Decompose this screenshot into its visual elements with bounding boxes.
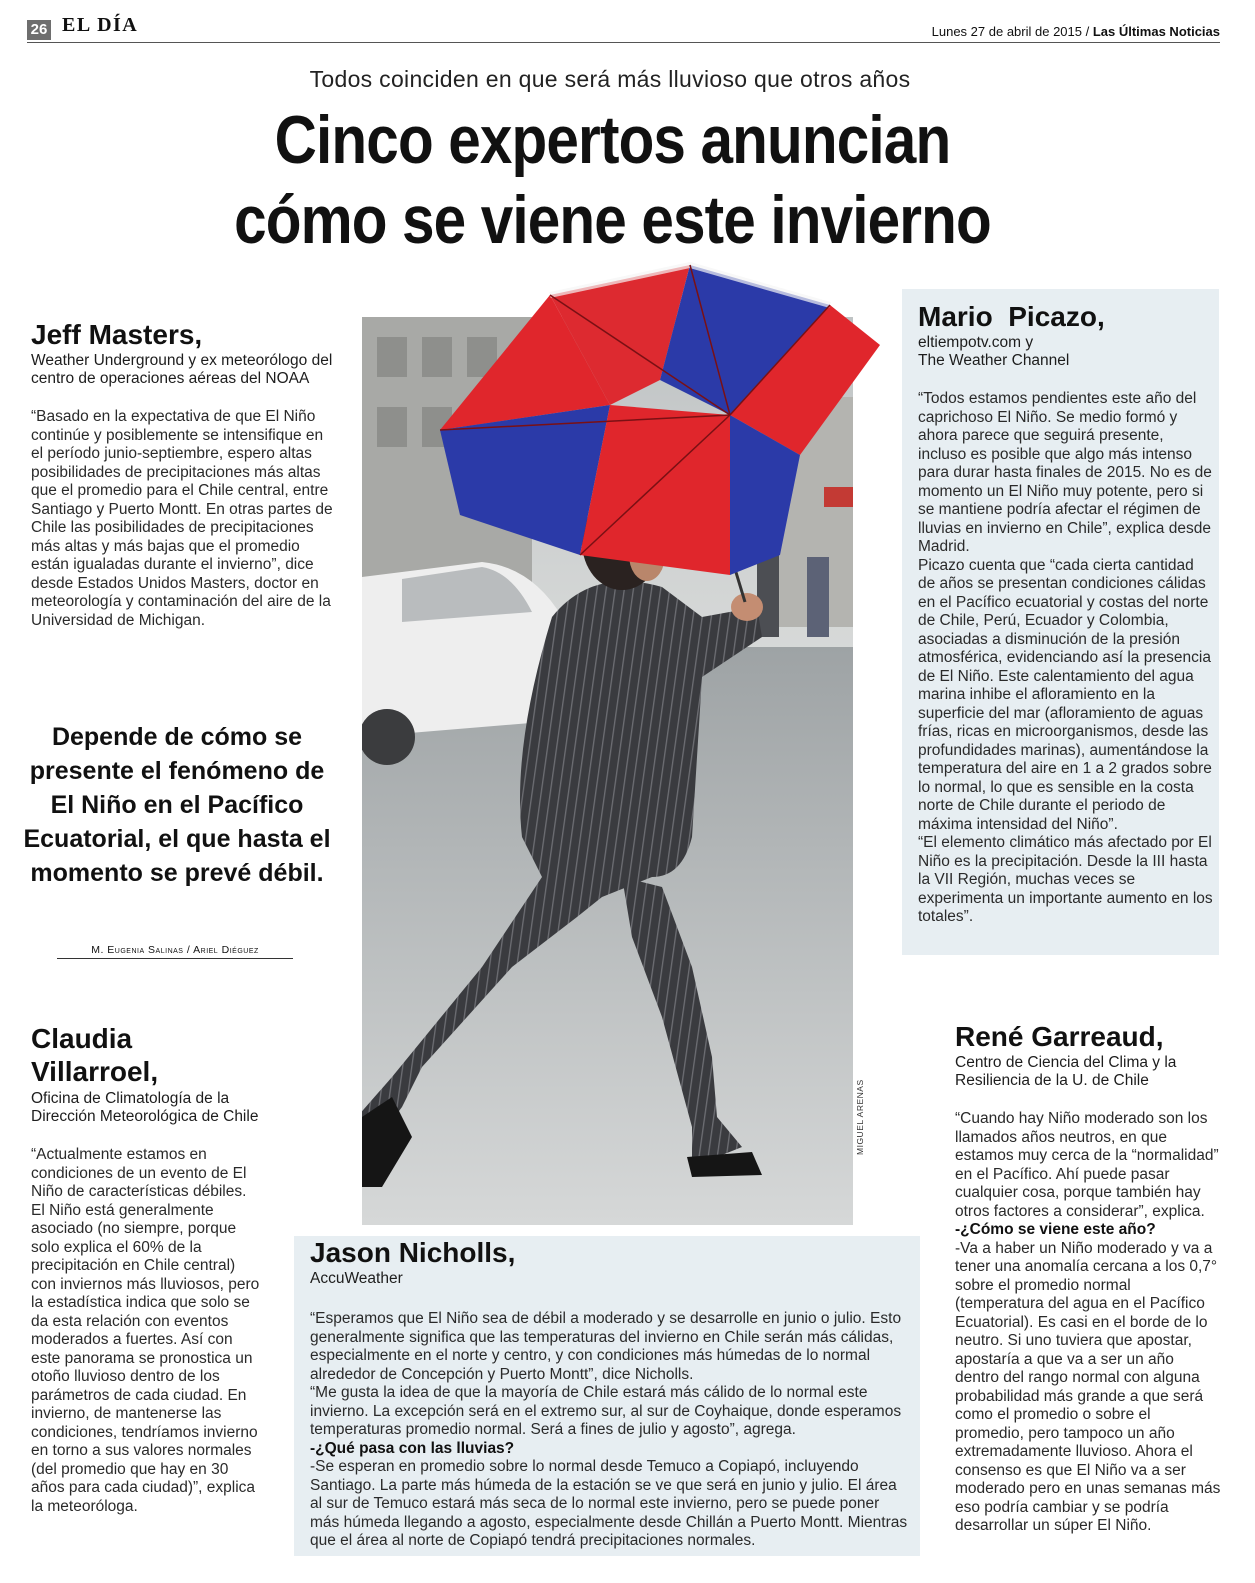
expert-quote: “Actualmente estamos en condiciones de un evento de El Niño de características débiles. El Niño está generalmente asociado (no siempre, porque solo explica el 60% de la precipitación en Chile central) con inviernos más lluviosos, pero la estadística indica que solo se da esta relación con eventos moderados a fuertes. Así con este panorama se pronostica un otoño lluvioso dentro de los parámetros de cada ciudad. En invierno, de mantenerse las condiciones, tendríamos invierno en torno a sus valores normales (del promedio que hay en 30 años para cada ciudad)”, explica la meteoróloga. xyxy=(31,1146,260,1515)
affiliation-line-2: The Weather Channel xyxy=(918,352,1070,369)
header-rule xyxy=(27,42,1220,43)
expert-name: Mario Picazo, xyxy=(918,301,1105,332)
expert-garreaud xyxy=(955,1022,1221,1536)
section-name: EL DÍA xyxy=(62,14,139,36)
photo-credit: MIGUEL ARENAS xyxy=(855,1079,865,1155)
expert-quote xyxy=(310,1310,910,1551)
paragraph: -Va a haber un Niño moderado y va a tener una anomalía cercana a los 0,7° sobre el promedio normal (temperatura del agua en el Pacífico Ecuatorial). Es casi en el borde de lo neutro. Si uno tuviera que apostar, apostaría a que va a ser un año dentro del rango normal con alguna probabilidad más grande a que será como el promedio o sobre el promedio, pero tampoco un año extremadamente lluvioso. Ahora el consenso es que El Niño va a ser moderado pero en unas semanas más eso podría cambiar y se podría desarrollar un súper El Niño. xyxy=(955,1239,1221,1534)
paragraph: “Todos estamos pendientes este año del caprichoso El Niño. Se medio formó y ahora parece que seguirá presente, incluso es posible que algo más intenso para durar hasta finales de 2015. No es de momento un El Niño muy potente, pero si se mantiene podría afectar el régimen de lluvias en invierno en Chile”, explica desde Madrid. xyxy=(918,390,1212,555)
paragraph: -Se esperan en promedio sobre lo normal desde Temuco a Copiapó, incluyendo Santiago. La parte más húmeda de la estación se ve que será en junio y julio. El área al sur de Temuco estará más seca de lo normal este invierno, pero se puede poner más húmeda llegando a agosto, especialmente desde Chillán a Puerto Montt. Mientras que el área al norte de Copiapó tendrá precipitaciones normales. xyxy=(310,1458,908,1549)
expert-name-line-1: Claudia xyxy=(31,1023,133,1054)
pull-quote: Depende de cómo se presente el fenómeno de El Niño en el Pacífico Ecuatorial, el que hasta el momento se prevé débil. xyxy=(23,723,331,887)
affiliation-line-1: eltiempotv.com y xyxy=(918,334,1034,351)
expert-affiliation: Weather Underground y ex meteorólogo del centro de operaciones aéreas del NOAA xyxy=(31,352,333,387)
paragraph: “Me gusta la idea de que la mayoría de Chile estará más cálido de lo normal este invierno. La excepción será en el extremo sur, al sur de Coyhaique, donde esperamos temperaturas promedio normal. Será a fines de julio y agosto”, agrega. xyxy=(310,1384,902,1438)
umbrella-illustration xyxy=(400,255,890,615)
paragraph: “El elemento climático más afectado por El Niño es la precipitación. Desde la III hasta la VII Región, muchas veces se experimenta un importante aumento en los totales”. xyxy=(918,834,1213,925)
expert-affiliation xyxy=(918,334,1213,370)
headline-line-1: Cinco expertos anuncian xyxy=(274,102,951,178)
paragraph: “Esperamos que El Niño sea de débil a moderado y se desarrolle en junio o julio. Esto generalmente significa que las temperaturas del invierno en Chile serán más cálidas, especialmente en el norte y centro, y con condiciones más húmedas de lo normal alrededor de Concepción y Puerto Montt”, dice Nicholls. xyxy=(310,1310,902,1383)
page-number: 26 xyxy=(27,20,51,40)
headline xyxy=(86,100,1140,260)
expert-picazo xyxy=(918,302,1213,927)
expert-affiliation: Oficina de Climatología de la Dirección Meteorológica de Chile xyxy=(31,1090,259,1125)
expert-affiliation: AccuWeather xyxy=(310,1270,403,1287)
expert-nicholls xyxy=(310,1236,910,1551)
publication-name: Las Últimas Noticias xyxy=(1092,24,1220,39)
expert-quote xyxy=(918,390,1213,927)
kicker: Todos coinciden en que será más lluvioso que otros años xyxy=(309,66,911,92)
expert-affiliation: Centro de Ciencia del Clima y la Resiliencia de la U. de Chile xyxy=(955,1054,1177,1089)
expert-masters xyxy=(31,320,336,630)
paragraph: Picazo cuenta que “cada cierta cantidad de años se presentan condiciones cálidas en el Pacífico ecuatorial y costas del norte de Chile, Perú, Ecuador y Colombia, asociadas a disminución de la presión atmosférica, evidenciando así la presencia de El Niño. Este calentamiento del agua marina inhibe el afloramiento en la superficie del mar (afloramiento de aguas frías, ricas en microorganismos, desde las profundidades marinas), aumentándose la temperatura del aire en 1 a 2 grados sobre lo normal, lo que es sensible en la costa norte de Chile durante el periodo de máxima intensidad del Niño”. xyxy=(918,556,1212,833)
expert-quote xyxy=(955,1110,1221,1536)
paragraph: “Cuando hay Niño moderado son los llamados años neutros, en que estamos muy cerca de la “normalidad” en el Pacífico. Ahí puede pasar cualquier cosa, porque también hay otros factores a considerar”, explica. xyxy=(955,1110,1219,1220)
expert-name xyxy=(31,1022,263,1088)
headline-line-2: cómo se viene este invierno xyxy=(234,182,991,258)
expert-name-line-2: Villarroel, xyxy=(31,1056,159,1087)
expert-villarroel xyxy=(31,1022,263,1516)
byline: M. Eugenia Salinas / Ariel Diéguez xyxy=(57,944,293,959)
interview-question: -¿Qué pasa con las lluvias? xyxy=(310,1439,515,1457)
expert-name: Jason Nicholls, xyxy=(310,1237,516,1268)
dateline xyxy=(932,24,1220,39)
expert-name: René Garreaud, xyxy=(955,1021,1164,1052)
expert-quote: “Basado en la expectativa de que El Niño continúe y posiblemente se intensifique en el período junio-septiembre, espero altas posibilidades de precipitaciones más altas que el promedio para el Chile central, entre Santiago y Puerto Montt. En otras partes de Chile las posibilidades de precipitaciones más altas y más bajas que el promedio están igualadas durante el invierno”, dice desde Estados Unidos Masters, doctor en meteorología y contaminación del aire de la Universidad de Michigan. xyxy=(31,408,333,629)
interview-question: -¿Cómo se viene este año? xyxy=(955,1221,1156,1238)
expert-name: Jeff Masters, xyxy=(31,319,203,350)
issue-date: Lunes 27 de abril de 2015 / xyxy=(931,24,1090,39)
